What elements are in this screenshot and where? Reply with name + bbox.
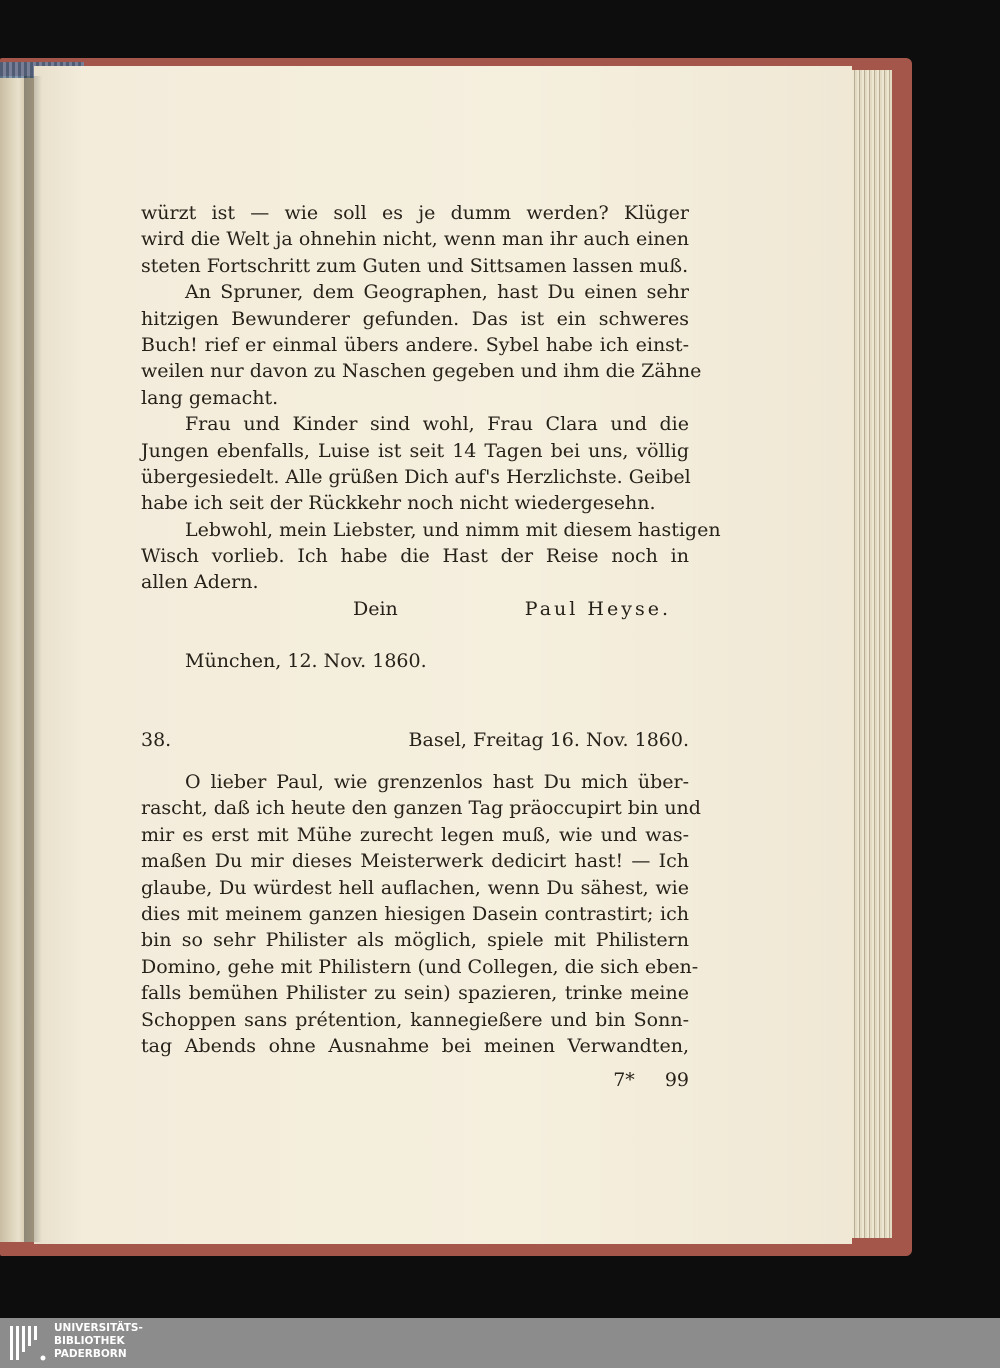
letter-closing [141, 596, 689, 622]
text-block [141, 200, 721, 1094]
text-line: Lebwohl, mein Liebster, und nimm mit diesem hastigen [185, 518, 721, 541]
text-line: weilen nur davon zu Naschen gegeben und ihm die Zähne [141, 360, 702, 383]
text-line: glaube, Du würdest hell auflachen, wenn Du sähest, wie [141, 876, 689, 899]
letter-date-text: München, 12. Nov. 1860. [185, 650, 427, 673]
text-line: An Spruner, dem Geographen, hast Du einen sehr [185, 281, 689, 304]
text-line: hitzigen Bewunderer gefunden. Das ist ein schweres [141, 307, 689, 330]
text-line: maßen Du mir dieses Meisterwerk dedicirt hast! — Ich [141, 850, 689, 873]
page-number: 99 [664, 1069, 689, 1092]
library-banner [0, 1318, 1000, 1368]
text-line: Buch! rief er einmal übers andere. Sybel habe ich einst- [141, 333, 689, 356]
letter-2-body [141, 769, 701, 1059]
signature-mark: 7* [613, 1069, 635, 1092]
letter-date [141, 648, 689, 674]
page-footer [141, 1067, 689, 1093]
page-stack-edge [852, 70, 892, 1238]
text-line: lang gemacht. [141, 386, 279, 409]
text-line: steten Fortschritt zum Guten und Sittsamen lassen muß. [141, 254, 689, 277]
closing-word: Dein [353, 597, 398, 620]
text-line: O lieber Paul, wie grenzenlos hast Du mich über- [185, 771, 689, 794]
signature: Paul Heyse. [524, 597, 671, 620]
text-line: tag Abends ohne Ausnahme bei meinen Verwandten, [141, 1034, 689, 1057]
letter-place-date: Basel, Freitag 16. Nov. 1860. [408, 728, 689, 751]
text-line: Jungen ebenfalls, Luise ist seit 14 Tagen bei uns, völlig [141, 439, 689, 462]
text-line: rascht, daß ich heute den ganzen Tag präoccupirt bin und [141, 797, 701, 820]
letter-1-continuation [141, 200, 721, 596]
text-line: würzt ist — wie soll es je dumm werden? Klüger [141, 202, 689, 224]
letter-number: 38. [141, 728, 172, 751]
text-line: Frau und Kinder sind wohl, Frau Clara und die [185, 413, 689, 436]
text-line: bin so sehr Philister als möglich, spiele mit Philistern [141, 929, 689, 952]
university-logo-icon [8, 1323, 48, 1363]
text-line: habe ich seit der Rückkehr noch nicht wiedergesehn. [141, 492, 656, 515]
text-line: Schoppen sans prétention, kannegießere und bin Sonn- [141, 1008, 689, 1031]
library-name: UNIVERSITÄTS- BIBLIOTHEK PADERBORN [54, 1322, 143, 1360]
letter-heading [141, 727, 689, 753]
text-line: Wisch vorlieb. Ich habe die Hast der Reise noch in [141, 545, 689, 568]
text-line: übergesiedelt. Alle grüßen Dich auf's Herzlichste. Geibel [141, 465, 691, 488]
text-line: dies mit meinem ganzen hiesigen Dasein contrastirt; ich [141, 903, 689, 926]
text-line: Domino, gehe mit Philistern (und Collegen, die sich eben- [141, 955, 699, 978]
text-line: allen Adern. [141, 571, 259, 594]
gutter-shadow [24, 76, 42, 1242]
text-line: wird die Welt ja ohnehin nicht, wenn man ihr auch einen [141, 228, 689, 251]
text-line: mir es erst mit Mühe zurecht legen muß, wie und was- [141, 823, 689, 846]
text-line: falls bemühen Philister zu sein) spazieren, trinke meine [141, 982, 689, 1005]
